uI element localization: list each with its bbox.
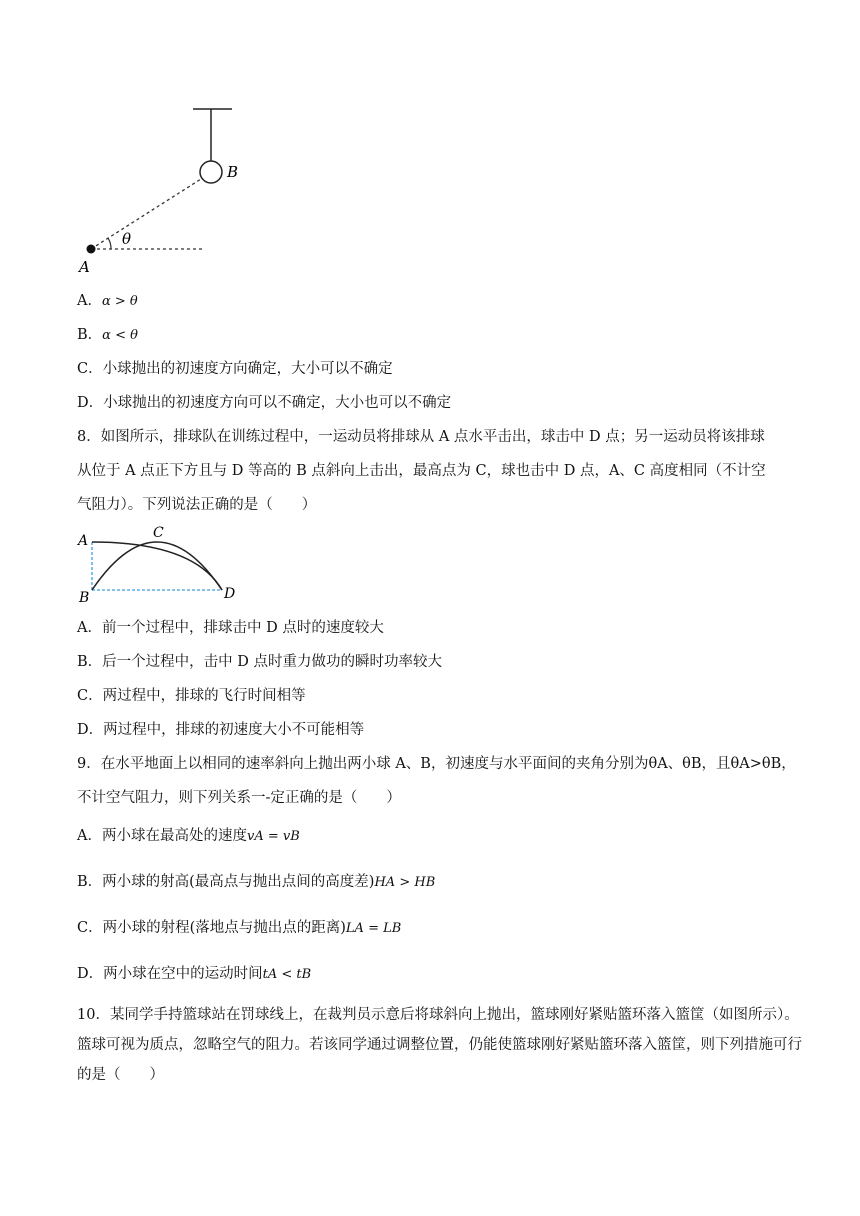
q7-option-d: D．小球抛出的初速度方向可以不确定，大小也可以不确定 <box>77 395 452 411</box>
q9-option-d: D．两小球在空中的运动时间tA < tB <box>77 966 312 982</box>
q8-option-c: C．两过程中，排球的飞行时间相等 <box>77 688 306 704</box>
q8-stem-line-1: 8．如图所示，排球队在训练过程中，一运动员将排球从 A 点水平击出，球击中 D 点；另一运动员将该排球 <box>77 429 765 445</box>
q7-option-c: C．小球抛出的初速度方向确定，大小可以不确定 <box>77 361 393 377</box>
q7-option-a: A．α > θ <box>77 293 138 309</box>
dashed-line-AB <box>91 179 201 249</box>
figure-volleyball <box>74 522 254 604</box>
figure-pendulum <box>70 100 270 280</box>
label-B: B <box>227 163 239 181</box>
label-theta: θ <box>122 230 132 248</box>
label-D: D <box>224 586 236 602</box>
q7-option-b: B．α < θ <box>77 327 138 343</box>
q8-stem-line-3: 气阻力）。下列说法正确的是（ ） <box>77 497 317 513</box>
q8-option-a: A．前一个过程中，排球击中 D 点时的速度较大 <box>77 620 384 636</box>
q8-stem-line-2: 从位于 A 点正下方且与 D 等高的 B 点斜向上击出，最高点为 C，球也击中 D 点，A、C 高度相同（不计空 <box>77 463 766 479</box>
q8-option-b: B．后一个过程中，击中 D 点时重力做功的瞬时功率较大 <box>77 654 442 670</box>
q9-option-a: A．两小球在最高处的速度vA = vB <box>77 828 300 844</box>
q9-stem-line-1: 9．在水平地面上以相同的速率斜向上抛出两小球 A、B，初速度与水平面间的夹角分别为θA、θB，且θA>θB， <box>77 756 796 772</box>
ball-B <box>200 161 222 183</box>
q9-stem-line-2: 不计空气阻力，则下列关系一-定正确的是（ ） <box>77 790 401 806</box>
q8-option-d: D．两过程中，排球的初速度大小不可能相等 <box>77 722 365 738</box>
label-A: A <box>79 258 90 276</box>
point-A <box>87 245 96 254</box>
q10-stem: 10．某同学手持篮球站在罚球线上，在裁判员示意后将球斜向上抛出，篮球刚好紧贴篮环落入篮筐（如图所示）。篮球可视为质点，忽略空气的阻力。若该同学通过调整位置，仍能使篮球刚好紧贴篮环落入篮筐，则下列措施可行的是（ ） <box>77 1007 802 1083</box>
q9-option-b: B．两小球的射高(最高点与抛出点间的高度差)HA > HB <box>77 874 436 890</box>
label-C: C <box>153 525 164 541</box>
label-B: B <box>79 590 90 604</box>
angle-arc <box>108 238 111 249</box>
label-A: A <box>78 533 89 549</box>
q9-option-c: C．两小球的射程(落地点与抛出点的距离)LA = LB <box>77 920 402 936</box>
